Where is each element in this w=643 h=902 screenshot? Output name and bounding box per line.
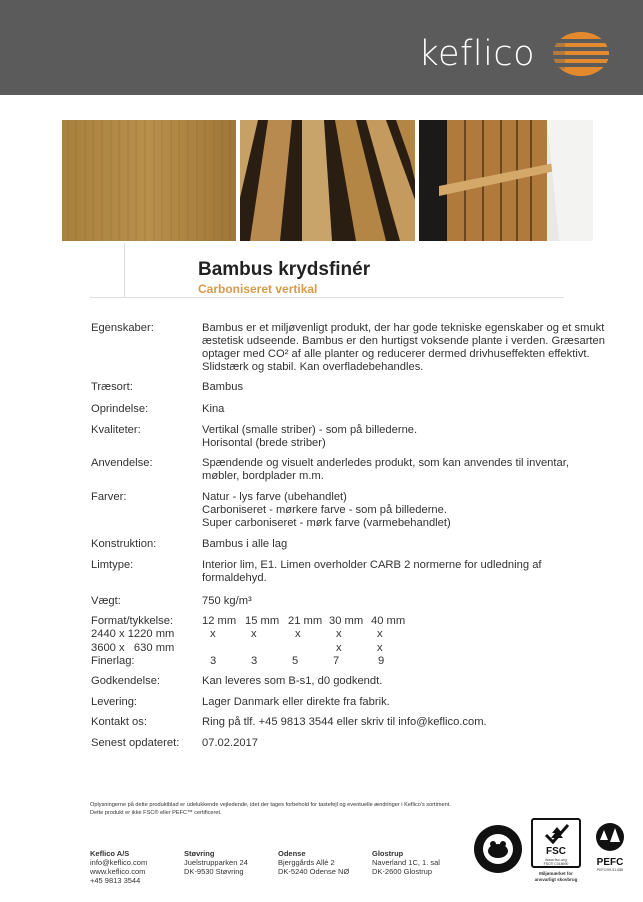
pefc-label: PEFC: [596, 857, 624, 868]
spec-value: Bambus: [202, 381, 244, 393]
fsc-label: FSC: [546, 846, 566, 857]
tree-check-icon: [544, 823, 570, 845]
footer-email-link[interactable]: info@keflico.com: [90, 858, 148, 867]
pefc-logo: [590, 822, 630, 874]
format-row-label: Finerlag:: [91, 655, 135, 667]
fsc-site: www.fsc.org: [545, 857, 567, 862]
footer-col-odense: [278, 849, 349, 876]
spec-value: 750 kg/m³: [202, 595, 252, 607]
spec-label: Levering:: [91, 696, 138, 708]
disclaimer-line: Dette produkt er ikke FSC® eller PEFC™ certificeret.: [90, 810, 222, 816]
divider-horizontal: [90, 297, 564, 298]
format-cell: x: [251, 628, 257, 640]
footer-col-glostrup: [372, 849, 440, 876]
spec-label: Farver:: [91, 491, 127, 503]
spec-label: Godkendelse:: [91, 675, 161, 687]
format-cell: x: [210, 628, 216, 640]
format-cell: x: [377, 628, 383, 640]
thickness-header: 15 mm: [245, 615, 280, 627]
footer-col-title: Glostrup: [372, 849, 404, 858]
footer-address-line: Naverland 1C, 1. sal: [372, 858, 440, 867]
thickness-header: 40 mm: [371, 615, 406, 627]
spec-label: Limtype:: [91, 559, 134, 571]
format-cell: 7: [333, 655, 340, 667]
spec-value: Interior lim, E1. Limen overholder CARB 2 normerne for udledning af formaldehyd.: [202, 559, 542, 584]
fsc-caption: Miljømærket for ansvarligt skovbrug: [534, 871, 578, 882]
spec-label: Træsort:: [91, 381, 133, 393]
thickness-header: 12 mm: [202, 615, 237, 627]
format-row-label: 2440 x 1220 mm: [91, 628, 175, 640]
spec-value: 07.02.2017: [202, 737, 258, 749]
format-cell: x: [295, 628, 301, 640]
format-row-label: 3600 x 630 mm: [91, 642, 175, 654]
fsc-badge: [531, 818, 581, 868]
footer-col-keflico: [90, 849, 147, 885]
brand-name: keflico: [418, 34, 535, 74]
footer-address-line: DK-5240 Odense NØ: [278, 867, 350, 876]
format-cell: 3: [251, 655, 258, 667]
footer-address-line: DK-2600 Glostrup: [372, 867, 433, 876]
spec-value: Spændende og visuelt anderledes produkt, som kan anvendes til inventar, møbler, bordplader m.m.: [202, 457, 569, 482]
rainforest-alliance-logo: [473, 824, 523, 874]
spec-value: Lager Danmark eller direkte fra fabrik.: [202, 696, 390, 708]
spec-label: Vægt:: [91, 595, 121, 607]
thickness-header: 21 mm: [288, 615, 323, 627]
footer-address-line: DK-9530 Støvring: [184, 867, 244, 876]
format-cell: 9: [378, 655, 385, 667]
format-cell: x: [336, 642, 342, 654]
bamboo-slats-photo: [240, 120, 415, 241]
format-header-label: Format/tykkelse:: [91, 615, 174, 627]
spec-value: Vertikal (smalle striber) - som på billederne. Horisontal (brede striber): [202, 424, 418, 449]
spec-value: Ring på tlf. +45 9813 3544 eller skriv til info@keflico.com.: [202, 716, 487, 728]
spec-label: Anvendelse:: [91, 457, 153, 469]
footer-phone: +45 9813 3544: [90, 876, 141, 885]
frog-seal-icon: [473, 824, 523, 874]
format-cell: 5: [292, 655, 299, 667]
product-subtitle: Carboniseret vertikal: [198, 282, 318, 296]
footer-website-link[interactable]: www.keflico.com: [90, 867, 146, 876]
spec-value: Bambus er et miljøvenligt produkt, der har gode tekniske egenskaber og et smukt æstetisk udseende. Bambus er den hurtigst voksende plante i verden. Græsarten optager med CO² af alle planter og reducerer dermed drivhuseffekten effektivt. Slidstærk og stabil. Kan overfladebehandles.: [202, 322, 605, 373]
spec-value: Bambus i alle lag: [202, 538, 288, 550]
page-header: [0, 0, 643, 95]
spec-value: Kina: [202, 403, 225, 415]
footer-address-line: Juelstrupparken 24: [184, 858, 248, 867]
fsc-logo: [531, 818, 581, 890]
disclaimer-line: Oplysningerne på dette produktblad er udelukkende vejledende, idet der tages forbehold for tastefejl og eventuelle ændringer i Keflico's sortiment.: [90, 802, 451, 808]
fsc-code: FSC® C018690: [543, 862, 569, 866]
spec-label: Oprindelse:: [91, 403, 149, 415]
pefc-trees-icon: [593, 822, 627, 852]
spec-label: Egenskaber:: [91, 322, 154, 334]
format-cell: 3: [210, 655, 217, 667]
footer-col-title: Keflico A/S: [90, 849, 130, 858]
format-cell: x: [336, 628, 342, 640]
spec-label: Senest opdateret:: [91, 737, 180, 749]
spec-label: Kontakt os:: [91, 716, 147, 728]
footer-col-title: Odense: [278, 849, 306, 858]
footer-col-stovring: [184, 849, 248, 876]
spec-value: Natur - lys farve (ubehandlet) Carboniseret - mørkere farve - som på billederne. Super carboniseret - mørk farve (varmebehandlet): [202, 491, 451, 529]
pefc-code: PEFC/09-31-058: [596, 868, 624, 872]
product-title: Bambus krydsfinér: [198, 259, 371, 280]
divider-vertical: [124, 243, 125, 297]
bamboo-surface-photo: [62, 120, 236, 241]
spec-value: Kan leveres som B-s1, d0 godkendt.: [202, 675, 383, 687]
disclaimer: [90, 801, 610, 817]
footer-col-title: Støvring: [184, 849, 215, 858]
keflico-logo-icon: [551, 30, 611, 78]
format-cell: x: [377, 642, 383, 654]
spec-label: Kvaliteter:: [91, 424, 141, 436]
footer-address-line: Bjerggårds Allé 2: [278, 858, 335, 867]
thickness-header: 30 mm: [329, 615, 364, 627]
spec-label: Konstruktion:: [91, 538, 157, 550]
bamboo-wall-photo: [419, 120, 593, 241]
